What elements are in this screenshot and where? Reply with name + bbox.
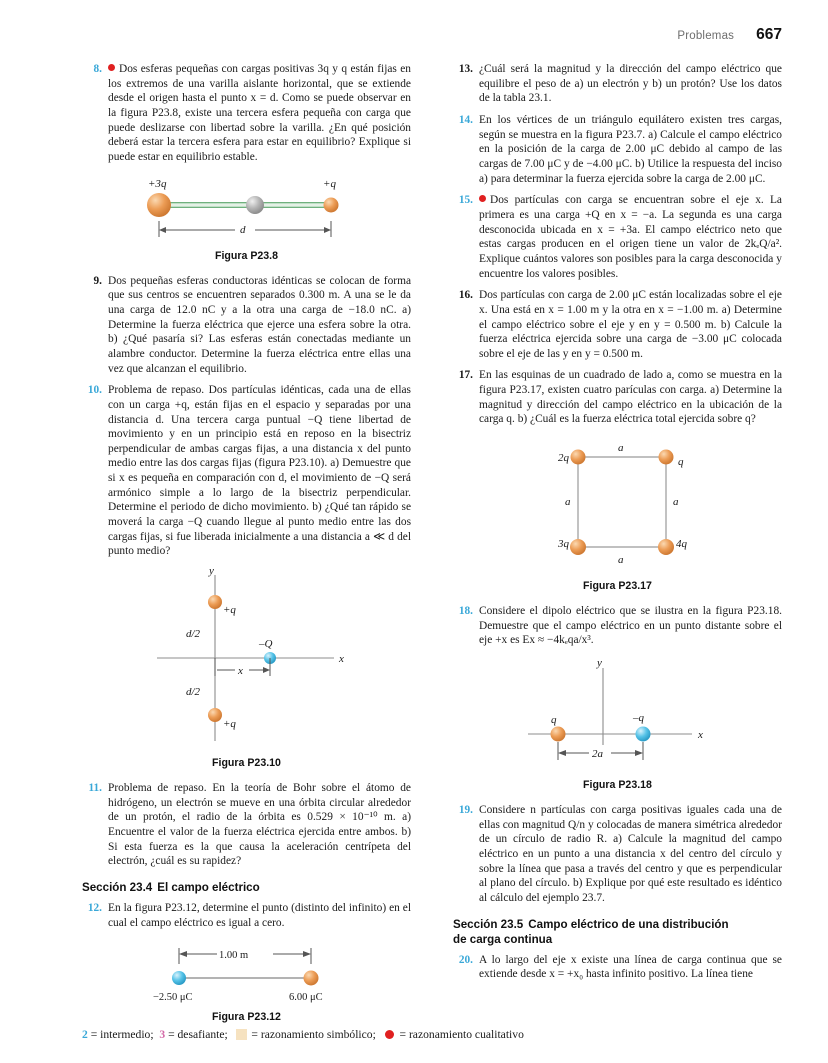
section-23-5-title-line2: de carga continua — [453, 932, 553, 946]
problem-15-number: 15. — [458, 194, 473, 207]
problem-11-body: Problema de repaso. En la teoría de Bohr sobre el átomo de hidrógeno, un electrón se mueve en una órbita circular alrededor de un protón, el radio de la órbita es 0.529 × 10⁻¹⁰ m. a) Encuentre el valor de la fuerza eléctrica ejercida entre ambos. b) Si esta fuerza es la que causa la aceleración centrípeta del electrón, ¿cuál es su rapidez? — [108, 782, 411, 868]
problem-17 — [453, 368, 782, 427]
figure-p23-17-charge-tr: q — [677, 456, 683, 469]
figure-p23-12-charge-right: 6.00 μC — [289, 992, 323, 1004]
problem-19-number: 19. — [458, 804, 473, 817]
problem-12-number: 12. — [87, 902, 102, 915]
figure-p23-10-dist-bottom: d/2 — [186, 686, 201, 699]
figure-p23-8-label-left: +3q — [147, 177, 166, 190]
section-23-4-title: El campo eléctrico — [157, 881, 260, 894]
header-section-label: Problemas — [677, 30, 735, 42]
figure-p23-8-caption: Figura P23.8 — [215, 249, 278, 262]
figure-p23-10-charge-top: +q — [223, 604, 236, 617]
figure-p23-18-graphic — [510, 658, 725, 776]
page-number: 667 — [756, 26, 782, 43]
figure-p23-8-dimension: d — [239, 223, 245, 236]
figure-p23-8-graphic — [122, 175, 372, 247]
footer-legend — [82, 1028, 524, 1041]
legend-intermediate-symbol: 2 — [82, 1028, 88, 1041]
legend-intermediate-text: = intermedio; — [87, 1028, 160, 1041]
figure-p23-12 — [82, 940, 411, 1023]
problem-14-number: 14. — [458, 113, 473, 126]
right-column — [453, 62, 782, 992]
problem-8-body — [108, 62, 411, 165]
problem-11-number: 11. — [88, 782, 102, 795]
problem-18-number: 18. — [458, 605, 473, 618]
left-column — [82, 62, 411, 1024]
problem-10-number: 10. — [87, 384, 102, 397]
symbolic-swatch-icon — [236, 1029, 247, 1040]
figure-p23-17 — [453, 437, 782, 592]
section-23-4-heading — [82, 880, 411, 895]
problem-13 — [453, 62, 782, 106]
figure-p23-18-axis-y: y — [597, 657, 602, 670]
figure-p23-12-caption: Figura P23.12 — [212, 1011, 281, 1024]
legend-qualitative-text: = razonamiento cualitativo — [396, 1028, 524, 1041]
problem-9 — [82, 274, 411, 377]
figure-p23-17-side-right: a — [672, 496, 678, 509]
figure-p23-12-distance: 1.00 m — [219, 950, 249, 962]
page-header — [677, 26, 782, 44]
problem-15-text: Dos partículas con carga se encuentran sobre el eje x. La primera es una carga +Q en x = −a. La segunda es una carga desconocida ubicada en x = +3a. El campo eléctrico neto que estas cargas producen en el origen tiene un valor de 2kₑQ/a². Explique cuántos valores son posibles para la carga desconocida y encuentre los valores posibles. — [479, 194, 782, 280]
figure-p23-10-axis-x: x — [339, 653, 344, 666]
problem-14 — [453, 113, 782, 186]
figure-p23-18-axis-x: x — [698, 729, 703, 742]
figure-p23-10-charge-bottom: +q — [223, 718, 236, 731]
problem-19 — [453, 803, 782, 906]
problem-19-body: Considere n partículas con carga positivas iguales cada una de ellas con magnitud Q/n y colocadas de manera simétrica alrededor de un círculo de radio R. a) Calcule la magnitud del campo eléctrico en un punto a una distancia x del centro del círculo y sobre la línea que pasa a través del centro y que es perpendicular al plano del círculo. b) Explique por qué este resultado es idéntico al cálculo del ejemplo 23.7. — [479, 804, 782, 904]
section-23-4-number: Sección 23.4 — [82, 881, 153, 894]
problem-8-number: 8. — [93, 63, 102, 75]
figure-p23-18-dimension: 2a — [592, 748, 603, 761]
figure-p23-17-side-left: a — [564, 496, 570, 509]
problem-20-number: 20. — [458, 953, 473, 966]
problem-10 — [82, 383, 411, 559]
problem-14-body: En los vértices de un triángulo equilátero existen tres cargas, según se muestra en la figura P23.7. a) Calcule el campo eléctrico en la posición de la carga de 2.00 μC debido al campo de las cargas de 7.00 μC y de −4.00 μC. b) Utilice la respuesta del inciso a) para determinar la fuerza ejercida sobre la carga de 2.00 μC. — [479, 113, 782, 185]
problem-11 — [82, 781, 411, 869]
problem-20-body: A lo largo del eje x existe una línea de carga continua que se extiende desde x = +x₀ hasta infinito positivo. La línea tiene — [479, 953, 782, 981]
legend-symbolic-text: = razonamiento simbólico; — [248, 1028, 382, 1041]
problem-18-body: Considere el dipolo eléctrico que se ilustra en la figura P23.18. Demuestre que el campo eléctrico en un punto distante sobre el eje +x es Ex ≈ −4kₑqa/x³. — [479, 605, 782, 647]
problem-15-body — [479, 193, 782, 281]
figure-p23-8 — [82, 175, 411, 262]
problem-17-body: En las esquinas de un cuadrado de lado a, como se muestra en la figura P23.17, existen cuatro parículas con carga. a) Determine la magnitud y dirección del campo eléctrico en la ubicación de la carga q. b) ¿Cuál es la fuerza eléctrica total ejercida sobre q? — [479, 369, 782, 426]
figure-p23-10-axis-y: y — [209, 565, 214, 578]
problem-10-body: Problema de repaso. Dos partículas idénticas, cada una de ellas con un carga +q, están fijas en el espacio y separadas por una distancia d. Una tercera carga puntual −Q tiene libertad de movimiento y en un principio está en reposo en la bisectriz perpendicular de ambas cargas fijas, a una distancia x del punto medio entre las dos cargas fijas (figura P23.10). a) Demuestre que si x es pequeña en comparación con d, el movimiento de −Q será armónico simple a lo largo de la bisectriz perpendicular. Determine el periodo de dicho movimiento. b) ¿Qué tan rápido se moverá la carga −Q cuando llegue al punto medio entre las dos cargas fijas, si fue liberada inicialmente a una distancia a ≪ d del punto medio? — [108, 384, 411, 558]
figure-p23-18-charge-left: q — [551, 714, 557, 727]
problem-13-number: 13. — [458, 63, 473, 75]
figure-p23-12-graphic — [139, 940, 354, 1008]
figure-p23-10-dist-x: x — [238, 665, 243, 678]
figure-p23-17-charge-bl: 3q — [557, 538, 569, 551]
problem-8-text: Dos esferas pequeñas con cargas positivas 3q y q están fijas en los extremos de una varilla aislante horizontal, que se extiende desde el origen hasta el punto x = d. Como se puede observar en la figura P23.8, existe una tercera esfera pequeña con carga que puede deslizarse con libertad sobre la varilla. ¿En qué posición deberá estar la tercera esfera para estar en equilibrio? Explique si puede estar en equilibrio estable. — [108, 63, 411, 163]
problem-12-body: En la figura P23.12, determine el punto (distinto del infinito) en el cual el campo eléctrico es igual a cero. — [108, 902, 411, 929]
section-23-5-number: Sección 23.5 — [453, 917, 524, 931]
problem-16-body: Dos partículas con carga de 2.00 μC están localizadas sobre el eje x. Una está en x = 1.00 m y la otra en x = −1.00 m. a) Determine el campo eléctrico sobre el eje y en y = 0.500 m. b) Calcule la fuerza eléctrica ejercida sobre una carga de −3.00 μC colocada sobre el eje de las y en y = 0.500 m. — [479, 289, 782, 360]
figure-p23-17-side-bottom: a — [617, 554, 623, 567]
figure-p23-17-graphic — [518, 437, 718, 577]
problem-8 — [82, 62, 411, 165]
problem-16-number: 16. — [458, 289, 473, 302]
section-23-5-title: Campo eléctrico de una distribución — [528, 917, 729, 931]
problem-15 — [453, 193, 782, 281]
qualitative-dot-icon — [479, 195, 486, 202]
problem-20 — [453, 953, 782, 982]
qualitative-dot-icon — [108, 64, 115, 71]
problem-9-body: Dos pequeñas esferas conductoras idénticas se colocan de forma que sus centros se encuentren separados 0.300 m. A una se le da una carga de 12.0 nC y a la otra una carga de −18.0 nC. a) Determine la fuerza eléctrica que ejerce una esfera sobre la otra. b) ¿Qué pasaría si? Las esferas están conectadas mediante un alambre conductor. Determine la fuerza eléctrica entre ellas una vez que alcanzan el equilibrio. — [108, 274, 411, 375]
figure-p23-10-dist-top: d/2 — [186, 628, 201, 641]
figure-p23-18-charge-right: –q — [633, 712, 644, 725]
figure-p23-10 — [82, 565, 411, 770]
qualitative-dot-icon — [385, 1030, 394, 1039]
figure-p23-17-charge-br: 4q — [675, 538, 687, 551]
problem-16 — [453, 288, 782, 361]
figure-p23-10-caption: Figura P23.10 — [212, 757, 281, 770]
figure-p23-18 — [453, 658, 782, 791]
figure-p23-17-side-top: a — [617, 442, 623, 455]
figure-p23-17-charge-tl: 2q — [557, 452, 569, 465]
two-column-body — [82, 62, 782, 1024]
figure-p23-8-label-right: +q — [322, 177, 336, 190]
problem-9-number: 9. — [93, 274, 102, 287]
problem-17-number: 17. — [458, 369, 473, 382]
figure-p23-10-graphic — [139, 565, 354, 754]
figure-p23-17-caption: Figura P23.17 — [583, 580, 652, 593]
figure-p23-18-caption: Figura P23.18 — [583, 779, 652, 792]
figure-p23-10-charge-moving: –Q — [259, 638, 273, 651]
figure-p23-12-charge-left: −2.50 μC — [153, 992, 193, 1004]
problem-18 — [453, 604, 782, 648]
section-23-5-heading — [453, 917, 782, 947]
legend-challenging-symbol: 3 — [159, 1028, 166, 1041]
legend-challenging-text: = desafiante; — [165, 1028, 234, 1041]
problem-13-body: ¿Cuál será la magnitud y la dirección del campo eléctrico que equilibre el peso de a) un electrón y b) un protón? Use los datos de la tabla 23.1. — [479, 63, 782, 105]
problem-12 — [82, 901, 411, 930]
